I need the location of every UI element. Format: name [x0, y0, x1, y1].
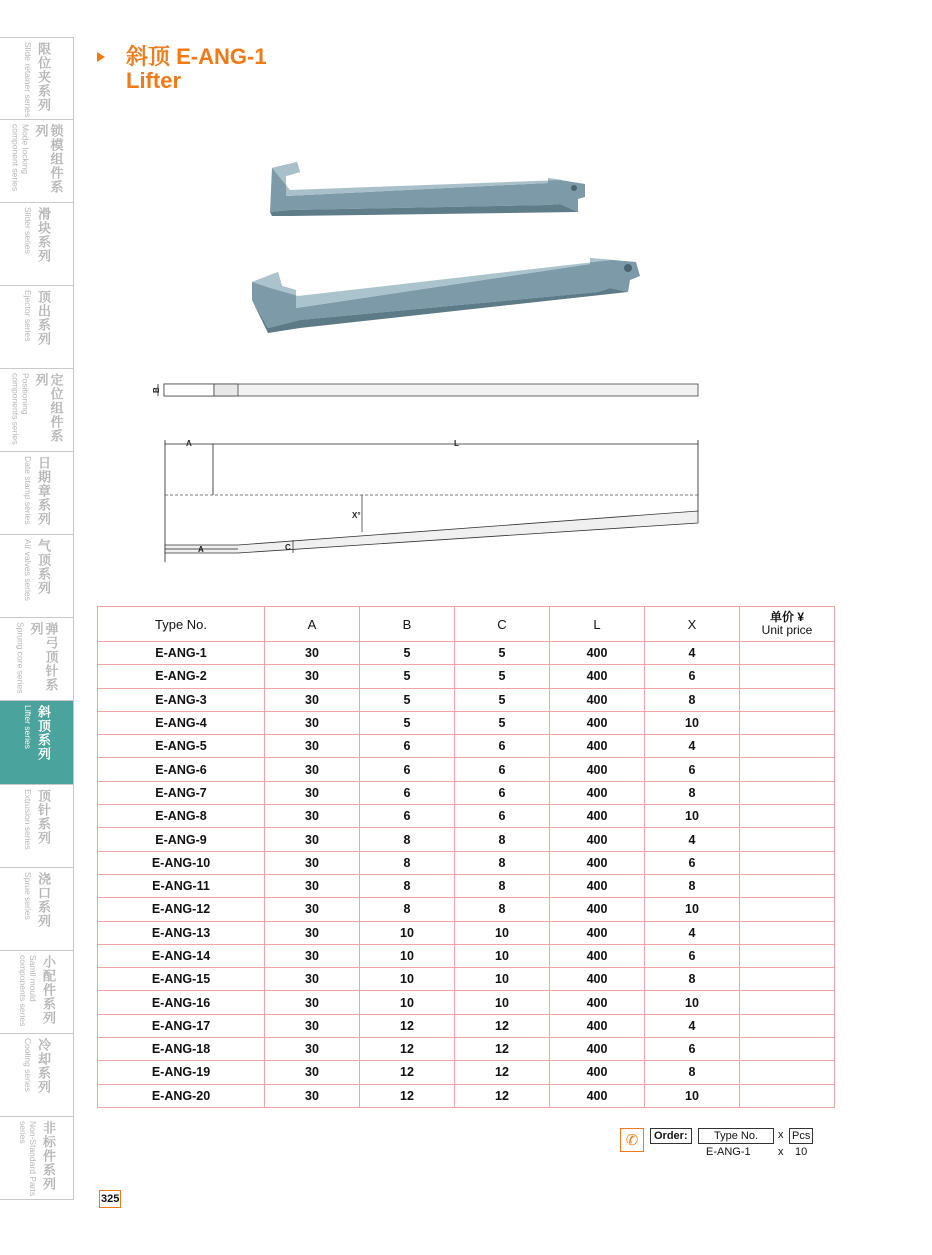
- sidebar: [0, 37, 74, 1200]
- table-cell: 5: [455, 665, 550, 688]
- order-times-symbol-2: x: [778, 1146, 784, 1158]
- table-cell: 6: [645, 1038, 740, 1061]
- table-cell: 400: [550, 921, 645, 944]
- table-row: [98, 711, 835, 734]
- table-cell: 400: [550, 968, 645, 991]
- table-cell: 5: [455, 711, 550, 734]
- table-cell: 6: [645, 758, 740, 781]
- phone-icon: ✆: [620, 1128, 644, 1152]
- table-cell: 4: [645, 735, 740, 758]
- table-cell: [740, 991, 835, 1014]
- table-cell: 400: [550, 711, 645, 734]
- table-cell: 30: [265, 1038, 360, 1061]
- table-cell: [740, 968, 835, 991]
- sidebar-tab-1[interactable]: [0, 120, 74, 203]
- table-row: [98, 991, 835, 1014]
- table-cell: 10: [645, 1084, 740, 1107]
- table-cell: 10: [645, 898, 740, 921]
- table-cell: 30: [265, 1084, 360, 1107]
- table-cell: 5: [360, 665, 455, 688]
- table-cell: 400: [550, 874, 645, 897]
- dim-label-x: X°: [352, 511, 361, 520]
- sidebar-tab-6[interactable]: [0, 535, 74, 618]
- col-header-l: L: [550, 607, 645, 642]
- table-cell: 400: [550, 828, 645, 851]
- sidebar-tab-label-en: Ejector series: [23, 290, 33, 342]
- table-cell: 400: [550, 898, 645, 921]
- table-cell: 400: [550, 851, 645, 874]
- table-cell: 12: [455, 1061, 550, 1084]
- table-cell: E-ANG-17: [98, 1014, 265, 1037]
- sidebar-tab-3[interactable]: [0, 286, 74, 369]
- table-cell: 8: [360, 851, 455, 874]
- table-row: [98, 1061, 835, 1084]
- table-row: [98, 735, 835, 758]
- order-type-value: E-ANG-1: [706, 1146, 751, 1158]
- table-cell: [740, 944, 835, 967]
- sidebar-tab-label-cn: 锁模组件系列: [32, 124, 63, 194]
- table-cell: 30: [265, 874, 360, 897]
- order-times-symbol: x: [778, 1129, 784, 1141]
- title-arrow-icon: [97, 52, 105, 62]
- table-cell: [740, 828, 835, 851]
- sidebar-tab-label-en: Positioning components series: [10, 373, 31, 445]
- page-subtitle: Lifter: [126, 68, 181, 93]
- order-type-header: Type No.: [698, 1128, 774, 1144]
- sidebar-tab-label-cn: 弹弓顶针系列: [27, 622, 58, 692]
- sidebar-tab-7[interactable]: [0, 618, 74, 701]
- sidebar-tab-12[interactable]: [0, 1034, 74, 1117]
- table-cell: 8: [645, 968, 740, 991]
- table-cell: 5: [360, 711, 455, 734]
- order-pcs-value: 10: [795, 1146, 808, 1158]
- table-cell: 400: [550, 1084, 645, 1107]
- table-cell: 6: [360, 735, 455, 758]
- table-cell: [740, 1014, 835, 1037]
- table-cell: [740, 1084, 835, 1107]
- sidebar-tab-label-en: Cooling series: [23, 1038, 33, 1092]
- table-cell: 400: [550, 735, 645, 758]
- dim-label-a-top: A: [186, 439, 192, 448]
- table-cell: 400: [550, 1061, 645, 1084]
- sidebar-tab-9[interactable]: [0, 785, 74, 868]
- table-cell: 400: [550, 805, 645, 828]
- table-cell: 12: [360, 1084, 455, 1107]
- table-row: [98, 828, 835, 851]
- table-cell: 30: [265, 735, 360, 758]
- dim-label-a-bottom: A: [198, 545, 204, 554]
- table-cell: E-ANG-7: [98, 781, 265, 804]
- table-cell: [740, 851, 835, 874]
- table-cell: 8: [455, 874, 550, 897]
- table-cell: 6: [645, 944, 740, 967]
- table-cell: 10: [645, 805, 740, 828]
- table-cell: 400: [550, 1038, 645, 1061]
- table-cell: 30: [265, 781, 360, 804]
- table-cell: E-ANG-11: [98, 874, 265, 897]
- table-row: [98, 921, 835, 944]
- sidebar-tab-label-en: Extrusion series: [23, 789, 33, 850]
- table-cell: 400: [550, 688, 645, 711]
- table-row: [98, 1014, 835, 1037]
- table-cell: 30: [265, 665, 360, 688]
- table-row: [98, 898, 835, 921]
- dim-label-l: L: [454, 439, 459, 448]
- table-row: [98, 781, 835, 804]
- table-cell: 400: [550, 944, 645, 967]
- side-view: [165, 439, 698, 562]
- sidebar-tab-label-en: Non-Standard Parts series: [18, 1121, 38, 1197]
- col-header-a: A: [265, 607, 360, 642]
- table-cell: E-ANG-1: [98, 642, 265, 665]
- table-cell: 400: [550, 781, 645, 804]
- order-label: Order:: [650, 1128, 692, 1144]
- table-cell: 12: [360, 1061, 455, 1084]
- table-cell: 6: [455, 735, 550, 758]
- table-cell: 30: [265, 968, 360, 991]
- table-cell: 6: [360, 758, 455, 781]
- sidebar-tab-label-cn: 顶针系列: [35, 789, 50, 845]
- table-cell: E-ANG-12: [98, 898, 265, 921]
- table-cell: 10: [455, 921, 550, 944]
- page-number: 325: [99, 1190, 121, 1208]
- col-header-b: B: [360, 607, 455, 642]
- table-cell: 8: [455, 828, 550, 851]
- table-cell: E-ANG-14: [98, 944, 265, 967]
- table-cell: E-ANG-16: [98, 991, 265, 1014]
- col-header-price: [740, 607, 835, 642]
- table-cell: 30: [265, 898, 360, 921]
- table-cell: 12: [455, 1014, 550, 1037]
- table-cell: 10: [360, 921, 455, 944]
- table-cell: E-ANG-5: [98, 735, 265, 758]
- table-row: [98, 665, 835, 688]
- table-cell: [740, 805, 835, 828]
- table-cell: 12: [360, 1038, 455, 1061]
- table-cell: 30: [265, 711, 360, 734]
- sidebar-tab-label-cn: 非标件系列: [40, 1121, 55, 1191]
- sidebar-tab-5[interactable]: [0, 452, 74, 535]
- price-header-cn: 单价 ¥: [769, 610, 804, 624]
- table-cell: 30: [265, 758, 360, 781]
- table-row: [98, 1038, 835, 1061]
- table-cell: 12: [455, 1084, 550, 1107]
- table-cell: [740, 1038, 835, 1061]
- table-cell: 10: [360, 944, 455, 967]
- table-cell: 5: [455, 642, 550, 665]
- table-cell: 30: [265, 921, 360, 944]
- table-cell: 400: [550, 991, 645, 1014]
- sidebar-tab-label-en: Date stamp series: [23, 456, 33, 525]
- dim-label-c: C: [285, 543, 291, 552]
- sidebar-tab-label-cn: 小配件系列: [40, 955, 55, 1025]
- table-cell: 12: [360, 1014, 455, 1037]
- table-cell: 10: [455, 991, 550, 1014]
- sidebar-tab-label-cn: 气顶系列: [35, 539, 50, 595]
- table-cell: 30: [265, 991, 360, 1014]
- page-title: 斜顶 E-ANG-1: [126, 44, 267, 69]
- price-header-en: Unit price: [761, 623, 813, 637]
- table-cell: [740, 711, 835, 734]
- table-cell: 8: [455, 851, 550, 874]
- table-cell: 30: [265, 851, 360, 874]
- col-header-c: C: [455, 607, 550, 642]
- table-cell: 8: [455, 898, 550, 921]
- table-cell: 4: [645, 921, 740, 944]
- table-cell: [740, 688, 835, 711]
- table-cell: 5: [360, 642, 455, 665]
- table-cell: 6: [645, 851, 740, 874]
- table-cell: 30: [265, 642, 360, 665]
- sidebar-tab-label-cn: 日期章系列: [35, 456, 50, 526]
- sidebar-tab-label-en: Sprung core series: [15, 622, 26, 694]
- table-cell: 6: [455, 805, 550, 828]
- table-cell: 6: [455, 758, 550, 781]
- table-row: [98, 851, 835, 874]
- table-cell: 5: [360, 688, 455, 711]
- table-cell: E-ANG-10: [98, 851, 265, 874]
- table-cell: 6: [455, 781, 550, 804]
- lifter-render-top: [270, 162, 585, 216]
- table-cell: 8: [645, 781, 740, 804]
- table-cell: 6: [645, 665, 740, 688]
- table-cell: 400: [550, 758, 645, 781]
- sidebar-tab-label-cn: 冷却系列: [35, 1038, 50, 1094]
- table-cell: 400: [550, 665, 645, 688]
- table-cell: [740, 1061, 835, 1084]
- sidebar-tab-label-cn: 斜顶系列: [35, 705, 50, 761]
- table-row: [98, 805, 835, 828]
- sidebar-tab-4[interactable]: [0, 369, 74, 452]
- table-cell: 30: [265, 1061, 360, 1084]
- sidebar-tab-2[interactable]: [0, 203, 74, 286]
- sidebar-tab-label-cn: 浇口系列: [35, 872, 50, 928]
- table-cell: [740, 665, 835, 688]
- table-row: [98, 642, 835, 665]
- table-cell: 8: [645, 1061, 740, 1084]
- sidebar-tab-label-en: Lifter series: [23, 705, 33, 749]
- sidebar-tab-label-en: Sprue series: [23, 872, 33, 920]
- table-header-row: [98, 607, 835, 642]
- table-cell: 8: [360, 898, 455, 921]
- table-cell: 10: [360, 968, 455, 991]
- table-cell: 400: [550, 1014, 645, 1037]
- table-body: [98, 642, 835, 1108]
- table-cell: 8: [360, 828, 455, 851]
- table-cell: 10: [455, 968, 550, 991]
- table-row: [98, 874, 835, 897]
- table-cell: E-ANG-20: [98, 1084, 265, 1107]
- table-cell: 12: [455, 1038, 550, 1061]
- table-cell: E-ANG-6: [98, 758, 265, 781]
- table-cell: 4: [645, 828, 740, 851]
- table-cell: 6: [360, 781, 455, 804]
- table-cell: [740, 898, 835, 921]
- table-cell: [740, 642, 835, 665]
- table-cell: 30: [265, 944, 360, 967]
- table-cell: E-ANG-9: [98, 828, 265, 851]
- table-cell: E-ANG-15: [98, 968, 265, 991]
- table-cell: [740, 781, 835, 804]
- sidebar-tab-11[interactable]: [0, 951, 74, 1034]
- sidebar-tab-label-cn: 滑块系列: [35, 207, 50, 263]
- spec-table: [97, 606, 835, 1108]
- sidebar-tab-10[interactable]: [0, 868, 74, 951]
- sidebar-tab-label-cn: 限位夹系列: [35, 42, 50, 112]
- sidebar-tab-label-en: Slide retainer series: [23, 42, 33, 118]
- table-cell: 30: [265, 1014, 360, 1037]
- order-pcs-header: Pcs: [789, 1128, 813, 1144]
- table-cell: 10: [645, 711, 740, 734]
- table-row: [98, 758, 835, 781]
- table-cell: E-ANG-13: [98, 921, 265, 944]
- table-cell: E-ANG-4: [98, 711, 265, 734]
- table-cell: 5: [455, 688, 550, 711]
- table-cell: E-ANG-2: [98, 665, 265, 688]
- table-cell: 4: [645, 642, 740, 665]
- table-cell: 10: [455, 944, 550, 967]
- table-cell: [740, 874, 835, 897]
- sidebar-tab-label-cn: 顶出系列: [35, 290, 50, 346]
- top-view: [152, 384, 698, 396]
- table-row: [98, 968, 835, 991]
- table-cell: 30: [265, 805, 360, 828]
- table-cell: E-ANG-8: [98, 805, 265, 828]
- table-cell: [740, 735, 835, 758]
- table-cell: 10: [360, 991, 455, 1014]
- sidebar-tab-13[interactable]: [0, 1117, 74, 1200]
- table-cell: 8: [360, 874, 455, 897]
- table-cell: 4: [645, 1014, 740, 1037]
- table-cell: [740, 921, 835, 944]
- sidebar-tab-label-en: Mode locking component series: [10, 124, 31, 192]
- table-cell: 8: [645, 874, 740, 897]
- sidebar-tab-label-en: Air valves series: [23, 539, 33, 601]
- table-row: [98, 944, 835, 967]
- table-cell: [740, 758, 835, 781]
- dim-label-b: B: [152, 387, 161, 393]
- table-cell: E-ANG-18: [98, 1038, 265, 1061]
- sidebar-tab-8[interactable]: [0, 701, 74, 785]
- col-header-type: Type No.: [98, 607, 265, 642]
- table-cell: E-ANG-19: [98, 1061, 265, 1084]
- sidebar-tab-label-cn: 定位组件系列: [32, 373, 63, 443]
- table-cell: 8: [645, 688, 740, 711]
- table-row: [98, 1084, 835, 1107]
- table-cell: 30: [265, 688, 360, 711]
- table-row: [98, 688, 835, 711]
- col-header-x: X: [645, 607, 740, 642]
- sidebar-tab-label-en: Samll mould components series: [18, 955, 38, 1027]
- technical-drawing: [140, 150, 720, 570]
- table-cell: 30: [265, 828, 360, 851]
- table-cell: E-ANG-3: [98, 688, 265, 711]
- table-cell: 6: [360, 805, 455, 828]
- sidebar-tab-label-en: Slider series: [23, 207, 33, 254]
- lifter-render-bottom: [252, 258, 640, 333]
- table-cell: 10: [645, 991, 740, 1014]
- sidebar-tab-0[interactable]: [0, 37, 74, 120]
- table-cell: 400: [550, 642, 645, 665]
